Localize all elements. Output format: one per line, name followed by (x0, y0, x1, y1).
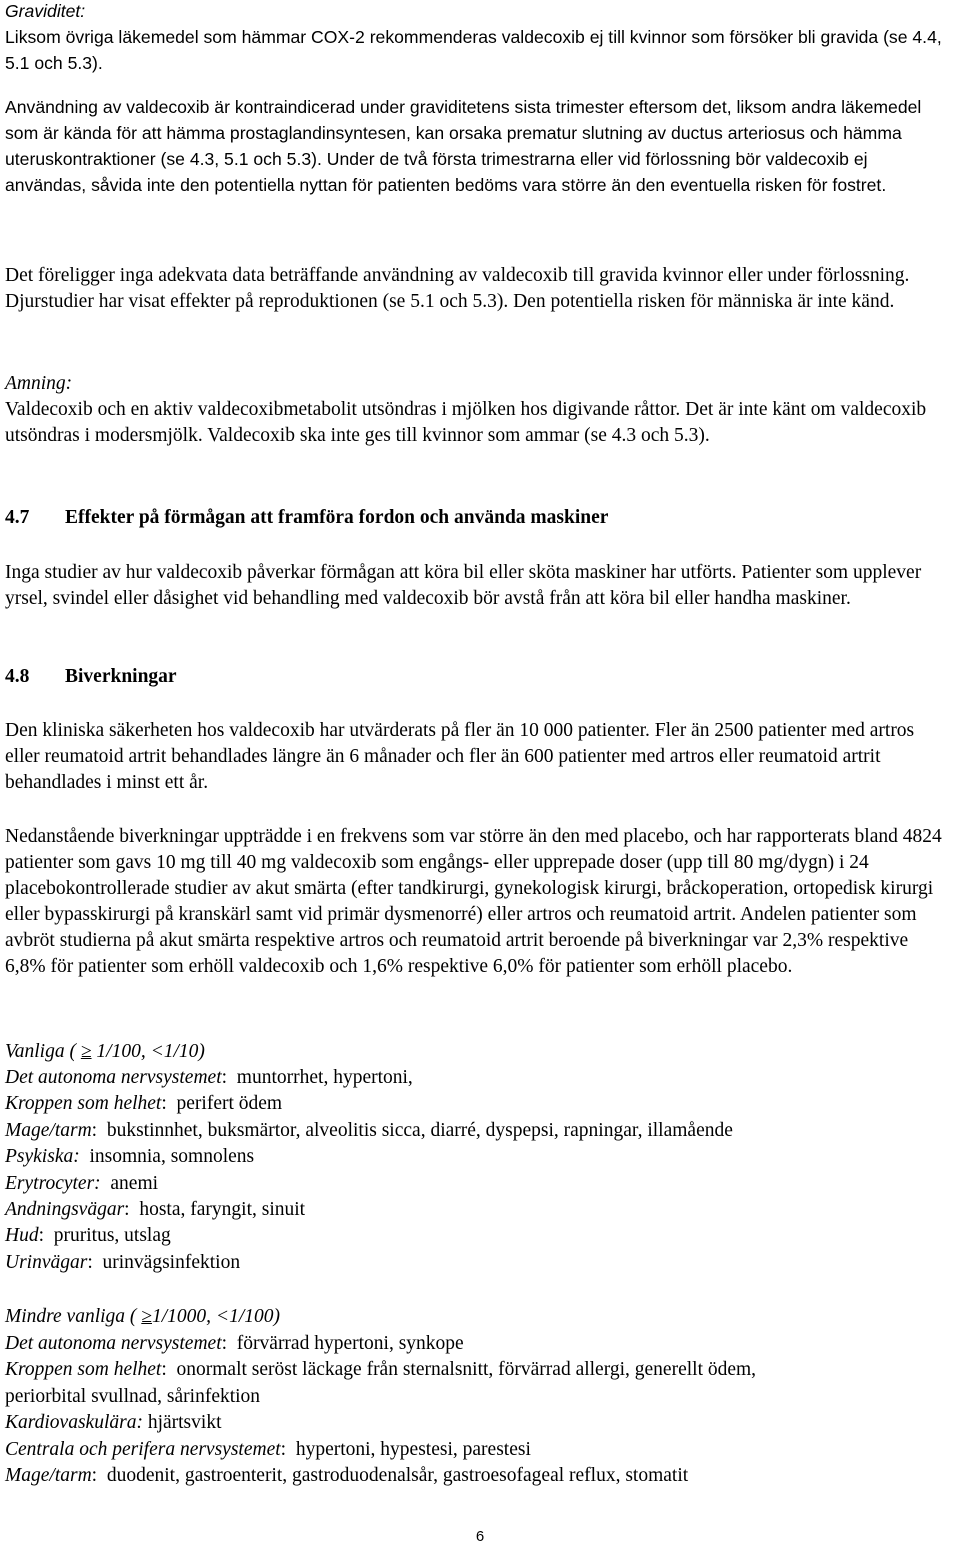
organ-system-label: Erytrocyter: (5, 1172, 101, 1194)
section-number: 4.7 (5, 507, 30, 528)
organ-system-label: Det autonoma nervsystemet (5, 1067, 222, 1088)
frequency-label: Mindre vanliga ( (5, 1306, 142, 1327)
separator: : (280, 1438, 296, 1460)
reaction-row (5, 1357, 950, 1383)
frequency-label: Vanliga ( (5, 1041, 81, 1062)
organ-system-label: Mage/tarm (5, 1465, 92, 1486)
organ-system-label: Psykiska: (5, 1146, 80, 1168)
reaction-text: bukstinnhet, buksmärtor, alveolitis sicca, diarré, dyspepsi, rapningar, illamående (106, 1119, 733, 1141)
ge-symbol: ≥ (80, 1041, 92, 1062)
amning-paragraph: Valdecoxib och en aktiv valdecoxibmetabolit utsöndras i mjölken hos digivande råttor. Det är inte känt om valdecoxib utsöndras i modersmjölk. Valdecoxib ska inte ges till kvinnor som ammar (se 4.3 och 5.3). (5, 399, 927, 446)
ge-symbol: ≥ (141, 1306, 152, 1327)
reaction-text: hjärtsvikt (147, 1412, 222, 1434)
section-4-7-heading (5, 505, 950, 531)
graviditet-paragraph-3: Det föreligger inga adekvata data beträffande användning av valdecoxib till gravida kvinnor eller under förlossning. Djurstudier har visat effekter på reproduktionen (se 5.1 och 5.3). Den potentiella risken för människa är inte känd. (5, 265, 910, 312)
reaction-text: onormalt seröst läckage från sternalsnitt, förvärrad allergi, generellt ödem, (176, 1359, 757, 1381)
reaction-row (5, 1250, 950, 1276)
reaction-row (5, 1144, 950, 1170)
organ-system-label: Urinvägar (5, 1251, 88, 1273)
vanliga-heading (5, 1039, 950, 1065)
reaction-row (5, 1384, 950, 1410)
separator: : (38, 1225, 54, 1247)
organ-system-label: Kroppen som helhet (5, 1359, 162, 1381)
organ-system-label: Centrala och perifera nervsystemet (5, 1438, 281, 1460)
reaction-row (5, 1410, 950, 1436)
organ-system-label: Mage/tarm (5, 1119, 92, 1141)
reaction-row (5, 1331, 950, 1357)
separator: : (161, 1093, 177, 1115)
organ-system-label: Kardiovaskulära: (5, 1412, 143, 1434)
organ-system-label: Hud (5, 1225, 39, 1247)
reaction-text: hypertoni, hypestesi, parestesi (295, 1438, 531, 1460)
reaction-text: periorbital svullnad, sårinfektion (5, 1385, 261, 1407)
separator: : (87, 1251, 103, 1273)
graviditet-paragraph-1: Liksom övriga läkemedel som hämmar COX-2 rekommenderas valdecoxib ej till kvinnor som försöker bli gravida (se 4.4, 5.1 och 5.3). (5, 27, 942, 73)
section-4-8-heading (5, 664, 950, 690)
reaction-text: urinvägsinfektion (102, 1251, 241, 1273)
separator: : (221, 1067, 237, 1088)
frequency-range: 1/1000, <1/100) (152, 1306, 280, 1327)
separator: : (91, 1119, 107, 1141)
reaction-text: duodenit, gastroenterit, gastroduodenalsår, gastroesofageal reflux, stomatit (106, 1465, 689, 1486)
mindre-vanliga-heading (5, 1304, 950, 1330)
reaction-text: insomnia, somnolens (89, 1146, 255, 1168)
section-title: Biverkningar (65, 666, 177, 687)
reaction-text: anemi (110, 1172, 159, 1194)
reaction-row (5, 1171, 950, 1197)
amning-heading: Amning: (5, 373, 73, 394)
reaction-row (5, 1223, 950, 1249)
reaction-row (5, 1091, 950, 1117)
reaction-row (5, 1437, 950, 1463)
graviditet-heading: Graviditet: (5, 1, 86, 21)
separator: : (221, 1333, 237, 1354)
separator (80, 1146, 90, 1167)
reaction-row (5, 1463, 950, 1489)
page-number: 6 (475, 1528, 485, 1545)
section-number: 4.8 (5, 666, 30, 687)
reaction-text: pruritus, utslag (53, 1225, 171, 1247)
separator: : (161, 1359, 177, 1381)
separator (101, 1173, 111, 1194)
section-4-7-paragraph: Inga studier av hur valdecoxib påverkar förmågan att köra bil eller sköta maskiner har utförts. Patienter som upplever yrsel, svindel eller dåsighet vid behandling med valdecoxib bör avstå från att köra bil eller handha maskiner. (5, 562, 922, 609)
section-title: Effekter på förmågan att framföra fordon och använda maskiner (65, 507, 609, 528)
separator: : (124, 1199, 140, 1220)
graviditet-paragraph-2: Användning av valdecoxib är kontraindicerad under graviditetens sista trimester eftersom det, liksom andra läkemedel som är kända för att hämma prostaglandinsyntesen, kan orsaka prematur slutning av ductus arteriosus och hämma uteruskontraktioner (se 4.3, 5.1 och 5.3). Under de två första trimestrarna eller vid förlossning bör valdecoxib ej användas, såvida inte den potentiella nyttan för patienten bedöms vara större än den eventuella risken för fostret. (5, 97, 922, 195)
organ-system-label: Kroppen som helhet (5, 1093, 162, 1115)
reaction-row (5, 1118, 950, 1144)
section-4-8-paragraph-1: Den kliniska säkerheten hos valdecoxib har utvärderats på fler än 10 000 patienter. Fler än 2500 patienter med artros eller reumatoid artrit behandlades längre än 6 månader och fler än 600 patienter med artros eller reumatoid artrit behandlades i minst ett år. (5, 720, 915, 793)
section-4-8-paragraph-2: Nedanstående biverkningar uppträdde i en frekvens som var större än den med placebo, och har rapporterats bland 4824 patienter som gavs 10 mg till 40 mg valdecoxib som engångs- eller upprepade doser (upp till 80 mg/dygn) i 24 placebokontrollerade studier av akut smärta (efter tandkirurgi, gynekologisk kirurgi, bråckoperation, ortopedisk kirurgi eller bypasskirurgi på kranskärl samt vid primär dysmenorré) eller artros och reumatoid artrit. Andelen patienter som avbröt studierna på akut smärta respektive artros och reumatoid artrit beroende på biverkningar var 2,3% respektive 6,8% för patienter som erhöll valdecoxib och 1,6% respektive 6,0% för patienter som erhöll placebo. (5, 826, 942, 977)
reaction-row (5, 1065, 950, 1091)
organ-system-label: Det autonoma nervsystemet (5, 1333, 222, 1354)
reaction-text: hosta, faryngit, sinuit (139, 1199, 306, 1220)
reaction-text: perifert ödem (176, 1093, 283, 1115)
reaction-text: muntorrhet, hypertoni, (236, 1067, 413, 1088)
separator: : (91, 1465, 107, 1486)
frequency-range: 1/100, <1/10) (91, 1041, 205, 1062)
reaction-row (5, 1197, 950, 1223)
reaction-text: förvärrad hypertoni, synkope (236, 1333, 464, 1354)
organ-system-label: Andningsvägar (5, 1199, 125, 1220)
